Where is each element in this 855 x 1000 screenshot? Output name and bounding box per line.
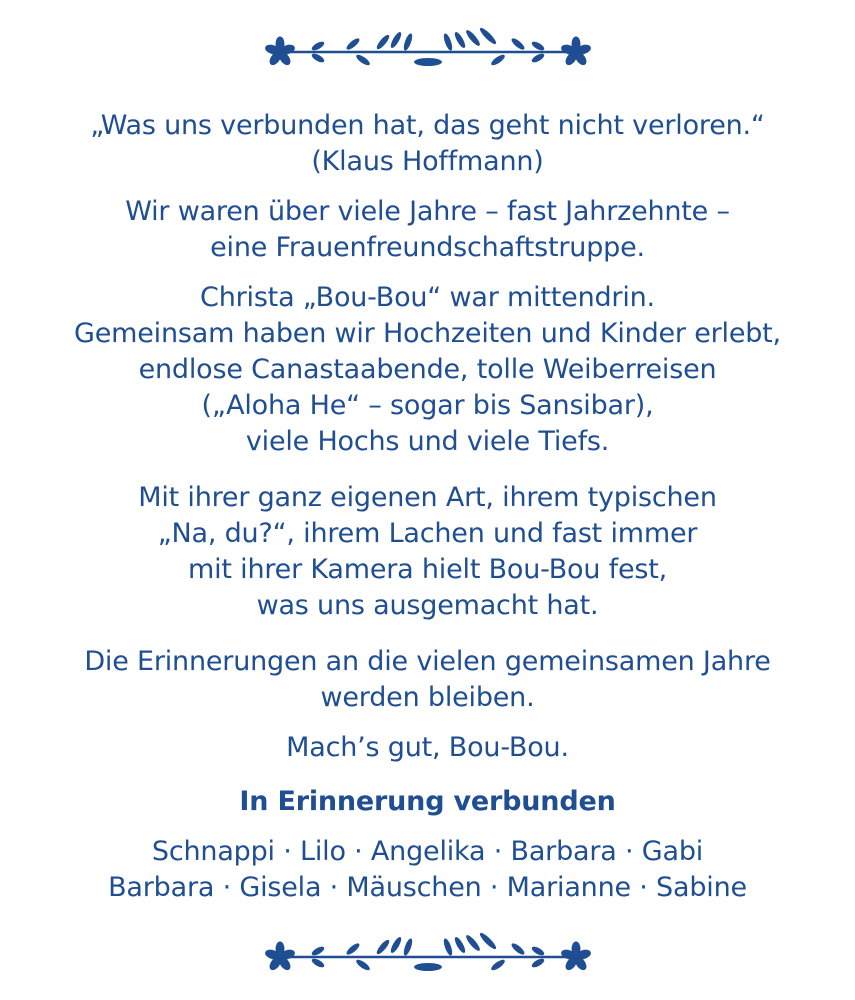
paragraph-line: Mit ihrer ganz eigenen Art, ihrem typischen (138, 482, 717, 513)
quote-block (0, 108, 855, 180)
paragraph-line: Christa „Bou-Bou“ war mittendrin. (200, 282, 655, 313)
quote-text: „Was uns verbunden hat, das geht nicht verloren.“ (90, 110, 765, 141)
names-line: Schnappi · Lilo · Angelika · Barbara · Gabi (151, 836, 704, 867)
paragraph-line: Mach’s gut, Bou-Bou. (286, 732, 569, 763)
paragraph-line: endlose Canastaabende, tolle Weiberreisen (138, 354, 717, 385)
floral-ornament-top-icon (258, 20, 598, 80)
names-line: Barbara · Gisela · Mäuschen · Marianne · Sabine (108, 872, 747, 903)
paragraph-line: eine Frauenfreundschaftstruppe. (210, 232, 645, 263)
closing-line (0, 784, 855, 820)
paragraph-memories (0, 280, 855, 460)
paragraph-line: werden bleiben. (320, 682, 535, 713)
paragraph-line: was uns ausgemacht hat. (256, 590, 599, 621)
signatories (0, 834, 855, 906)
paragraph-line: Wir waren über viele Jahre – fast Jahrzehnte – (125, 196, 730, 227)
closing-text: In Erinnerung verbunden (239, 786, 616, 817)
paragraph-character (0, 480, 855, 624)
paragraph-friendship (0, 194, 855, 266)
paragraph-line: Gemeinsam haben wir Hochzeiten und Kinder erlebt, (74, 318, 781, 349)
paragraph-line: „Na, du?“, ihrem Lachen und fast immer (157, 518, 698, 549)
paragraph-line: („Aloha He“ – sogar bis Sansibar), (201, 390, 654, 421)
paragraph-farewell (0, 730, 855, 766)
paragraph-line: Die Erinnerungen an die vielen gemeinsamen Jahre (84, 646, 771, 677)
paragraph-remain (0, 644, 855, 716)
quote-author: (Klaus Hoffmann) (311, 146, 544, 177)
paragraph-line: viele Hochs und viele Tiefs. (245, 426, 610, 457)
floral-ornament-bottom-icon (258, 925, 598, 985)
paragraph-line: mit ihrer Kamera hielt Bou-Bou fest, (187, 554, 668, 585)
